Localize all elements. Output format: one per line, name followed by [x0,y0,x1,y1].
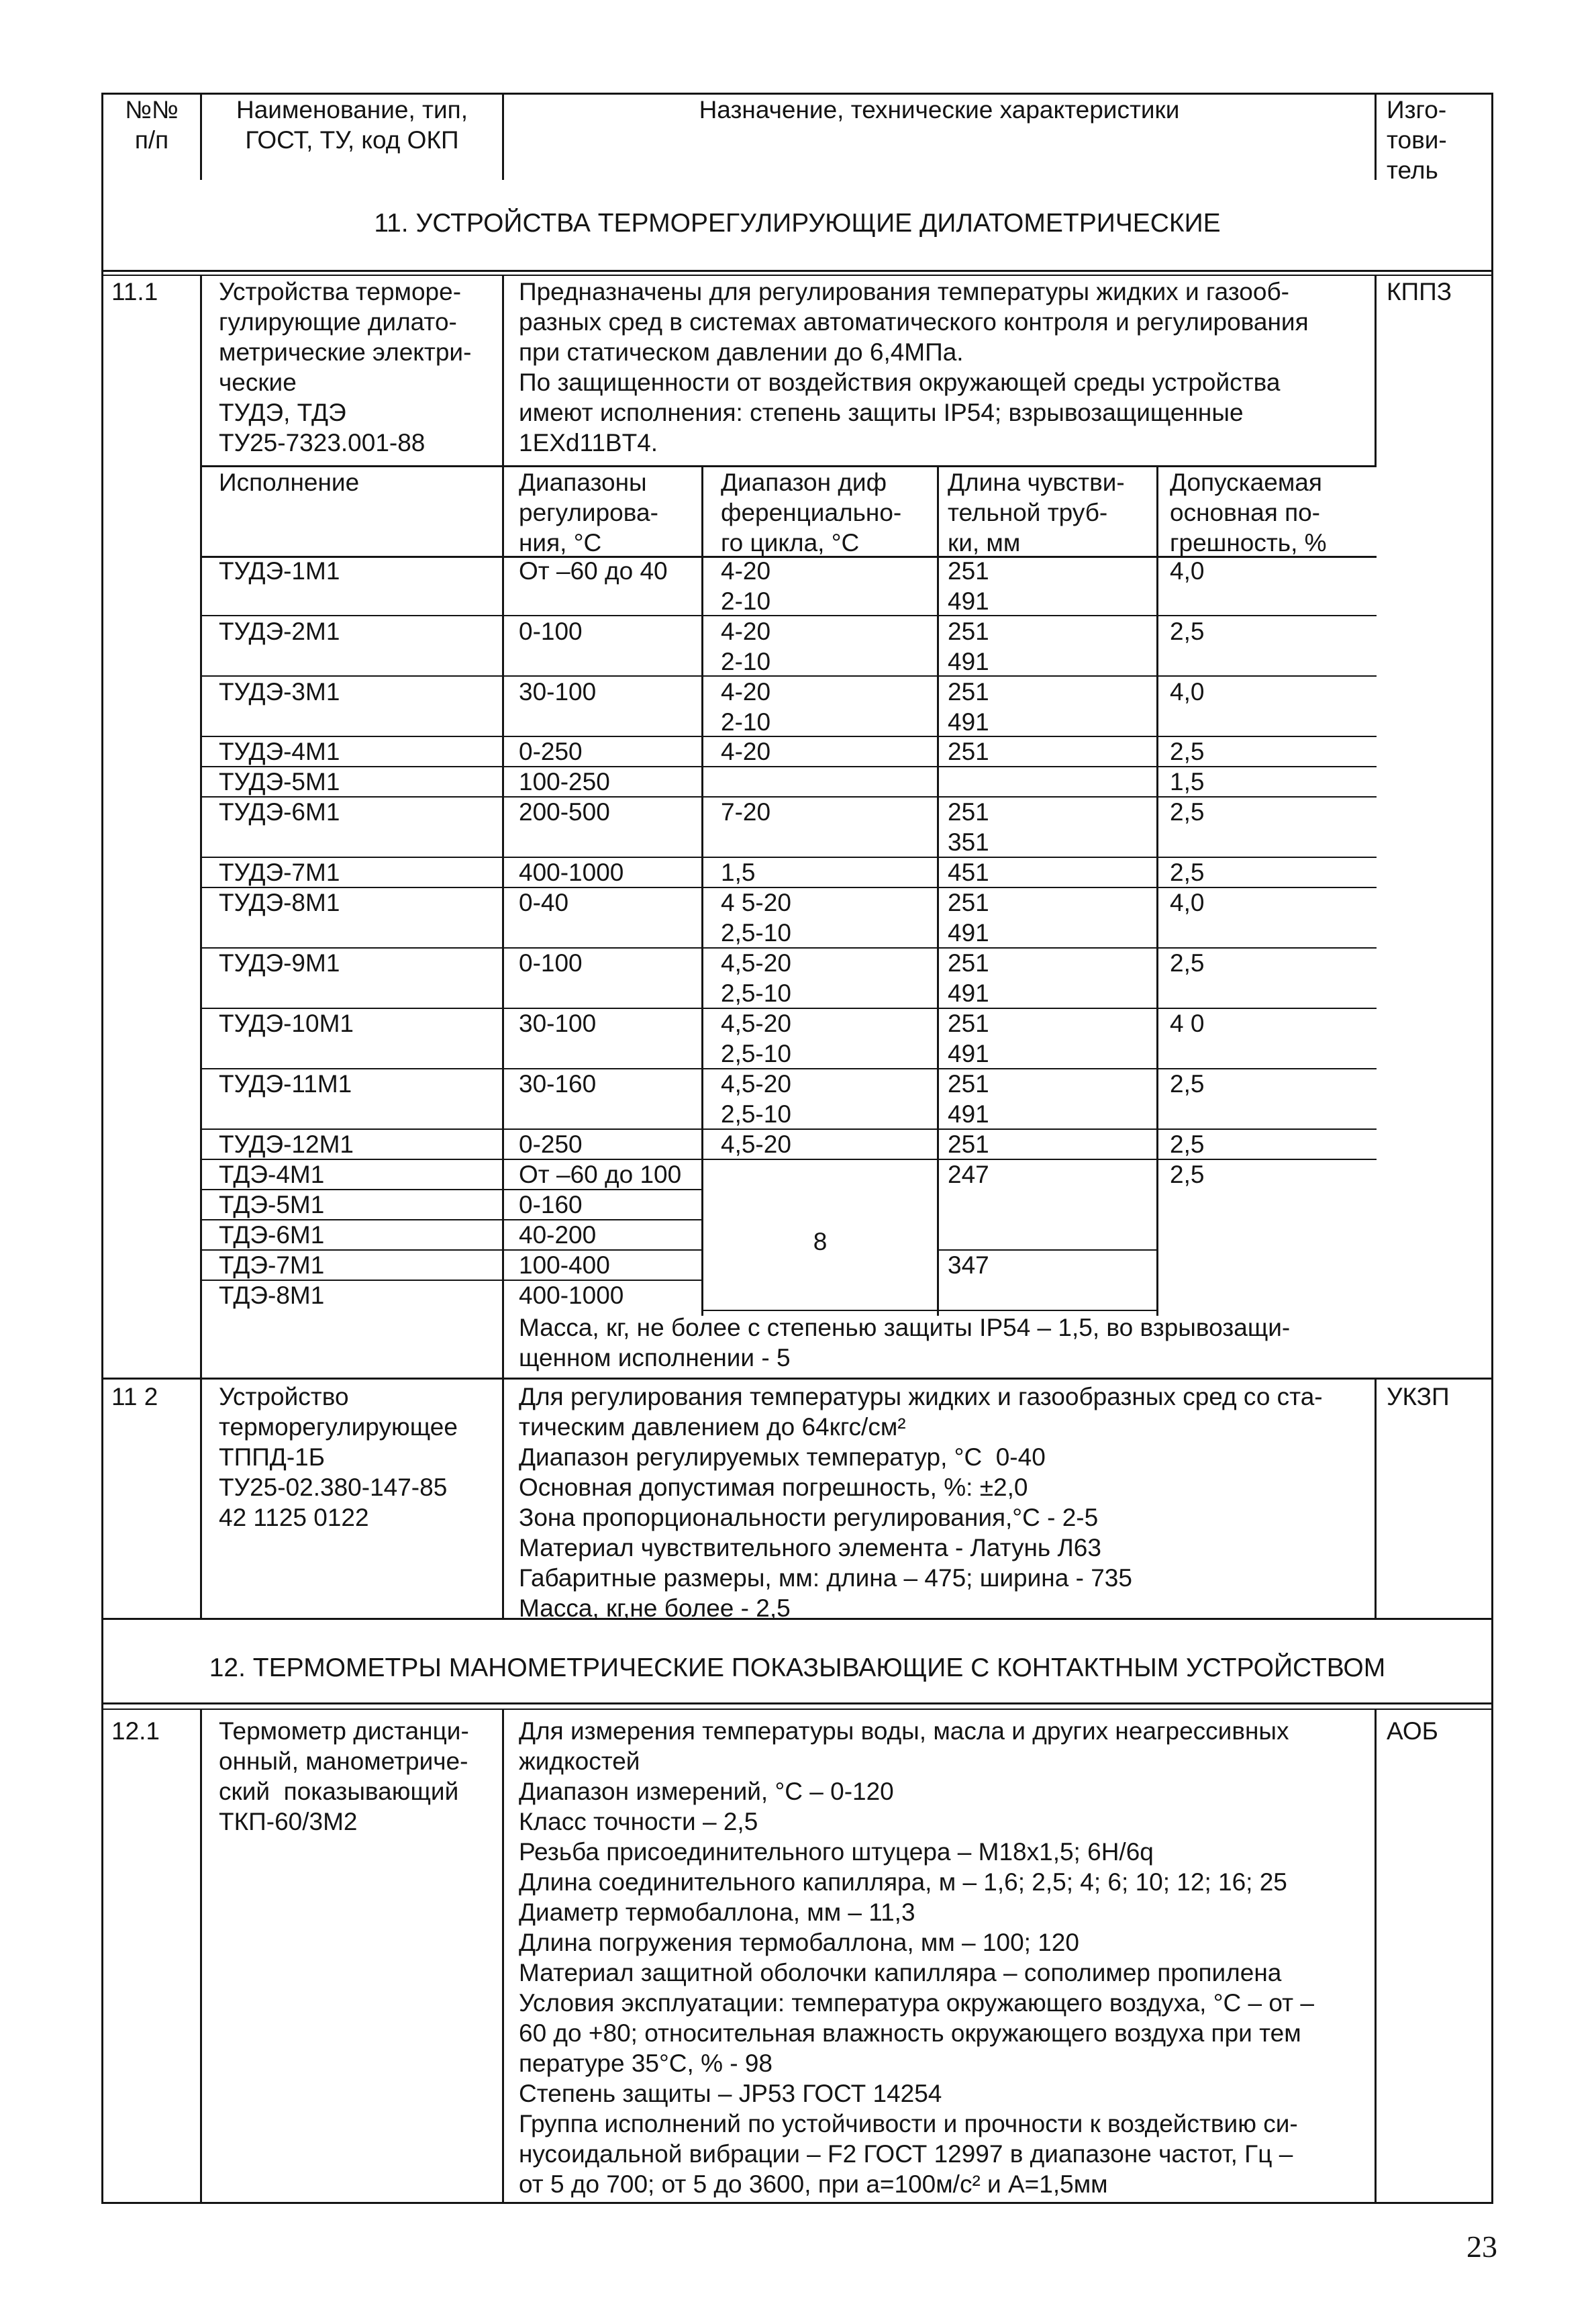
row-rule [703,1310,1158,1311]
table-cell-length: 251 351 [948,798,989,856]
border-right [1491,93,1493,2204]
table-cell-error: 4,0 [1170,557,1205,585]
table-cell-length: 451 [948,859,989,886]
section-rule [101,275,1493,276]
item-12-1-maker: АОБ [1387,1717,1438,1745]
table-cell-length: 251 491 [948,889,989,947]
table-cell-range: 30-160 [519,1070,597,1098]
header-num: №№ п/п [125,96,179,154]
table-cell-length: 251 491 [948,1010,989,1067]
table-cell-error: 1,5 [1170,768,1205,796]
table-cell-variant: ТУДЭ-1М1 [219,557,340,585]
table-cell-variant: ТДЭ-6М1 [219,1221,325,1249]
table-cell-variant: ТДЭ-8М1 [219,1282,325,1309]
item-11-2-name: Устройство терморегулирующее ТППД-1Б ТУ25-02.380-147-85 42 1125 0122 [219,1383,458,1531]
table-cell-variant: ТДЭ-4М1 [219,1161,325,1188]
table-cell-range: От –60 до 40 [519,557,668,585]
table-col [1156,465,1158,1316]
table-cell-range: 30-100 [519,678,597,706]
table-cell-length: 251 491 [948,1070,989,1128]
table-cell-variant: ТУДЭ-6М1 [219,798,340,826]
table-cell-cycle: 7-20 [721,798,771,826]
table-cell-length: 251 491 [948,557,989,615]
table-cell-variant: ТУДЭ-2М1 [219,618,340,645]
page-number: 23 [1466,2229,1497,2264]
table-col [937,465,939,1316]
table-cell-variant: ТУДЭ-11М1 [219,1070,352,1098]
item-11-2-desc: Для регулирования температуры жидких и газообразных сред со ста- тическим давлением до 64кгс/см² Диапазон регулируемых температур, °С 0-40 Основная допустимая погрешность, %: ±2,0 Зона пропорциональности регулирования,°С - 2-5 Материал чувствительного элемента - Латунь Л63 Габаритные размеры, мм: длина – 475; ширина - 735 Масса, кг,не более - 2,5 [519,1383,1323,1622]
table-bottom-rule [101,2202,1493,2204]
border-left [101,93,103,2204]
table-cell-length: 247 [948,1161,989,1188]
col-divider [1375,1380,1377,1618]
item-12-1-num: 12.1 [111,1717,160,1745]
col-divider [1375,1709,1377,2204]
item-11-2-num: 11 2 [111,1383,158,1410]
table-cell-range: 0-100 [519,949,583,977]
table-cell-error: 2,5 [1170,738,1205,765]
table-cell-error: 2,5 [1170,949,1205,977]
table-cell-range: 400-1000 [519,859,624,886]
table-col [701,465,703,1316]
table-cell-cycle: 1,5 [721,859,756,886]
table-cell-cycle: 4-20 2-10 [721,678,771,736]
table-header-cycle: Диапазон диф ференциально- го цикла, °С [721,469,902,557]
item-11-1-desc: Предназначены для регулирования температуры жидких и газооб- разных сред в системах автоматического контроля и регулирования при статическом давлении до 6,4МПа. По защищенности от воздействия окружающей среды устройства имеют исполнения: степень защиты IP54; взрывозащищенные 1EXd11BT4. [519,278,1309,456]
section-rule [101,1702,1493,1704]
item-11-1-maker: КППЗ [1387,278,1452,305]
header-purpose: Назначение, технические характеристики [699,96,1180,124]
table-cell-error: 2,5 [1170,618,1205,645]
table-cell-range: 40-200 [519,1221,597,1249]
table-cell-range: 100-400 [519,1251,610,1279]
section-rule [101,270,1493,272]
table-header-variant: Исполнение [219,469,360,496]
table-cell-length: 347 [948,1251,989,1279]
header-maker: Изго- тови- тель [1387,96,1447,184]
section-11-title: 11. УСТРОЙСТВА ТЕРМОРЕГУЛИРУЮЩИЕ ДИЛАТОМЕТРИЧЕСКИЕ [374,209,1221,238]
table-cell-tde-cycle: 8 [813,1228,828,1255]
table-cell-variant: ТУДЭ-3М1 [219,678,340,706]
table-cell-range: 200-500 [519,798,610,826]
section-12-title: 12. ТЕРМОМЕТРЫ МАНОМЕТРИЧЕСКИЕ ПОКАЗЫВАЮЩИЕ С КОНТАКТНЫМ УСТРОЙСТВОМ [209,1653,1386,1682]
header-col-divider [1375,93,1377,180]
table-cell-range: 0-250 [519,1130,583,1158]
table-cell-length: 251 491 [948,949,989,1007]
table-cell-length: 251 491 [948,678,989,736]
table-cell-variant: ТУДЭ-4М1 [219,738,340,765]
table-cell-cycle: 4,5-20 2,5-10 [721,1010,791,1067]
table-cell-range: От –60 до 100 [519,1161,682,1188]
table-cell-cycle: 4,5-20 2,5-10 [721,1070,791,1128]
table-cell-variant: ТУДЭ-10М1 [219,1010,354,1037]
col-divider [200,275,202,1618]
table-cell-cycle: 4-20 2-10 [721,557,771,615]
col-divider [502,1709,504,2204]
item-11-1-mass: Масса, кг, не более с степенью защиты IP54 – 1,5, во взрывозащи- щенном исполнении - 5 [519,1314,1291,1371]
table-cell-error: 4 0 [1170,1010,1205,1037]
table-cell-range: 0-250 [519,738,583,765]
table-cell-cycle: 4,5-20 [721,1130,791,1158]
col-divider [502,275,504,1618]
item-12-1-name: Термометр дистанци- онный, манометриче- ский показывающий ТКП-60/3М2 [219,1717,469,1835]
table-header-length: Длина чувстви- тельной труб- ки, мм [948,469,1125,557]
table-cell-error: 4,0 [1170,889,1205,916]
table-cell-variant: ТУДЭ-7М1 [219,859,340,886]
table-cell-variant: ТДЭ-7М1 [219,1251,325,1279]
item-rule [101,1378,1493,1380]
item-11-1-num: 11.1 [111,278,158,305]
item-12-1-desc: Для измерения температуры воды, масла и других неагрессивных жидкостей Диапазон измерений, °С – 0-120 Класс точности – 2,5 Резьба присоединительного штуцера – М18х1,5; 6Н/6q Длина соединительного капилляра, м – 1,6; 2,5; 4; 6; 10; 12; 16; 25 Диаметр термобаллона, мм – 11,3 Длина погружения термобаллона, мм – 100; 120 Материал защитной оболочки капилляра – сополимер пропилена Условия эксплуатации: температура окружающего воздуха, °С – от – 60 до +80; относительная влажность окружающего воздуха при тем пературе 35°С, % - 98 Степень защиты – JP53 ГОСТ 14254 Группа исполнений по устойчивости и прочности к воздействию си- нусоидальной вибрации – F2 ГОСТ 12997 в диапазоне частот, Гц – от 5 до 700; от 5 до 3600, при а=100м/с² и А=1,5мм [519,1717,1314,2198]
table-cell-variant: ТУДЭ-12М1 [219,1130,354,1158]
table-cell-variant: ТУДЭ-9М1 [219,949,340,977]
table-cell-variant: ТУДЭ-5М1 [219,768,340,796]
item-11-1-name: Устройства терморе- гулирующие дилато- метрические электри- ческие ТУДЭ, ТДЭ ТУ25-7323.001-88 [219,278,472,456]
table-cell-cycle: 4,5-20 2,5-10 [721,949,791,1007]
table-cell-variant: ТДЭ-5М1 [219,1191,325,1218]
table-header-error: Допускаемая основная по- грешность, % [1170,469,1327,557]
table-cell-range: 400-1000 [519,1282,624,1309]
table-cell-error: 2,5 [1170,1161,1205,1188]
table-cell-length: 251 [948,1130,989,1158]
table-cell-error: 2,5 [1170,1070,1205,1098]
table-cell-error: 4,0 [1170,678,1205,706]
table-cell-length: 251 491 [948,618,989,675]
table-cell-cycle: 4 5-20 2,5-10 [721,889,791,947]
table-cell-range: 30-100 [519,1010,597,1037]
col-divider [200,1709,202,2204]
table-cell-error: 2,5 [1170,798,1205,826]
col-divider [1375,275,1377,467]
table-cell-error: 2,5 [1170,1130,1205,1158]
table-cell-length: 251 [948,738,989,765]
section-rule [101,1709,1493,1710]
table-header-range: Диапазоны регулирова- ния, °С [519,469,658,557]
header-name: Наименование, тип, ГОСТ, ТУ, код ОКП [236,96,468,154]
table-cell-cycle: 4-20 2-10 [721,618,771,675]
table-cell-range: 0-160 [519,1191,583,1218]
table-cell-cycle: 4-20 [721,738,771,765]
table-cell-range: 0-100 [519,618,583,645]
item-11-2-maker: УКЗП [1387,1383,1450,1410]
table-cell-range: 0-40 [519,889,569,916]
table-cell-error: 2,5 [1170,859,1205,886]
table-cell-variant: ТУДЭ-8М1 [219,889,340,916]
table-cell-range: 100-250 [519,768,610,796]
